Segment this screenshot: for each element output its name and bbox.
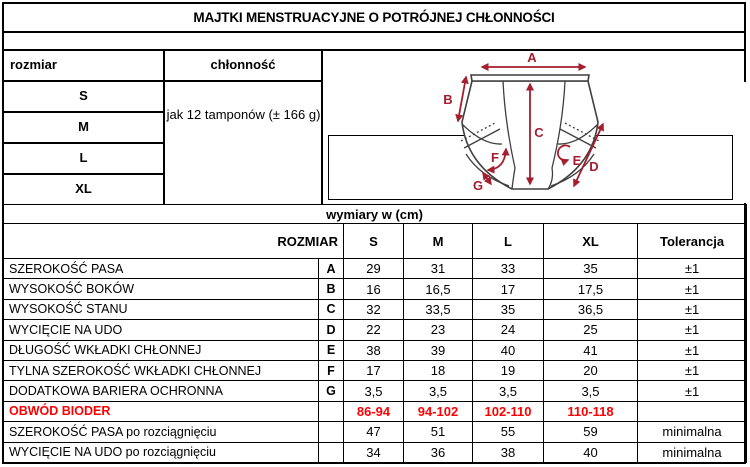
value-m: 16,5	[404, 279, 473, 299]
value-xl: 17,5	[544, 279, 638, 299]
diagram-label-d: D	[589, 159, 599, 174]
value-tolerance: ±1	[638, 340, 747, 360]
value-s: 3,5	[344, 381, 404, 401]
table-row	[3, 381, 747, 401]
row-label: DODATKOWA BARIERA OCHRONNA	[3, 381, 319, 401]
title-bottom-line	[2, 31, 746, 33]
table-row	[3, 442, 747, 462]
value-m: 3,5	[404, 381, 473, 401]
diagram-label-e: E	[572, 153, 582, 168]
col-header-l: L	[473, 224, 544, 259]
value-m: 94-102	[404, 401, 473, 421]
size-m-cell: M	[78, 119, 89, 134]
panty-diagram	[425, 48, 625, 205]
value-tolerance: ±1	[638, 299, 747, 319]
table-row	[3, 422, 747, 442]
absorbency-value: jak 12 tamponów (± 166 g)	[166, 107, 321, 122]
value-m: 39	[404, 340, 473, 360]
value-s: 16	[344, 279, 404, 299]
row-label: SZEROKOŚĆ PASA	[3, 259, 319, 279]
value-tolerance: minimalna	[638, 422, 747, 442]
row-letter: B	[319, 279, 344, 299]
value-s: 29	[344, 259, 404, 279]
value-m: 18	[404, 360, 473, 380]
measurements-table	[2, 204, 746, 463]
value-tolerance: ±1	[638, 320, 747, 340]
value-xl: 59	[544, 422, 638, 442]
row-letter: G	[319, 381, 344, 401]
col-header-rozmiar: ROZMIAR	[3, 224, 344, 259]
value-m: 33,5	[404, 299, 473, 319]
table-row	[3, 299, 747, 319]
diagram-label-f: F	[491, 150, 499, 165]
value-s: 32	[344, 299, 404, 319]
row-letter	[319, 401, 344, 421]
value-m: 36	[404, 442, 473, 462]
value-xl: 36,5	[544, 299, 638, 319]
value-xl: 40	[544, 442, 638, 462]
diagram-label-c: C	[534, 125, 544, 140]
value-xl: 110-118	[544, 401, 638, 421]
col-header-s: S	[344, 224, 404, 259]
table-row	[3, 279, 747, 299]
section-header: wymiary w (cm)	[3, 205, 747, 224]
rozmiar-header: rozmiar	[10, 57, 57, 72]
diagram-label-a: A	[527, 50, 537, 65]
value-tolerance: ±1	[638, 259, 747, 279]
value-l: 17	[473, 279, 544, 299]
value-l: 35	[473, 299, 544, 319]
value-m: 31	[404, 259, 473, 279]
value-xl: 41	[544, 340, 638, 360]
value-l: 24	[473, 320, 544, 340]
value-tolerance	[638, 401, 747, 421]
value-l: 38	[473, 442, 544, 462]
table-row	[3, 259, 747, 279]
col-header-xl: XL	[544, 224, 638, 259]
table-row-highlighted	[3, 401, 747, 421]
value-s: 17	[344, 360, 404, 380]
chlonnosc-header: chłonność	[210, 57, 276, 72]
diagram-label-g: G	[472, 178, 484, 193]
table-row	[3, 320, 747, 340]
row-label: SZEROKOŚĆ PASA po rozciągnięciu	[3, 422, 319, 442]
value-l: 102-110	[473, 401, 544, 421]
row-letter: D	[319, 320, 344, 340]
value-xl: 35	[544, 259, 638, 279]
value-tolerance: ±1	[638, 279, 747, 299]
value-l: 40	[473, 340, 544, 360]
row-letter: C	[319, 299, 344, 319]
value-l: 3,5	[473, 381, 544, 401]
row-letter: F	[319, 360, 344, 380]
row-letter	[319, 442, 344, 462]
row-label: WYSOKOŚĆ STANU	[3, 299, 319, 319]
value-tolerance: minimalna	[638, 442, 747, 462]
value-xl: 3,5	[544, 381, 638, 401]
value-xl: 20	[544, 360, 638, 380]
value-s: 38	[344, 340, 404, 360]
row-label: DŁUGOŚĆ WKŁADKI CHŁONNEJ	[3, 340, 319, 360]
diagram-label-b: B	[443, 92, 453, 107]
row-letter: E	[319, 340, 344, 360]
value-l: 55	[473, 422, 544, 442]
chlonnosc-col-line	[321, 49, 323, 205]
size-l-cell: L	[79, 150, 88, 165]
value-m: 51	[404, 422, 473, 442]
row-label: WYSOKOŚĆ BOKÓW	[3, 279, 319, 299]
row-label: WYCIĘCIE NA UDO po rozciągnięciu	[3, 442, 319, 462]
value-s: 34	[344, 442, 404, 462]
row-letter: A	[319, 259, 344, 279]
col-header-tolerancja: Tolerancja	[638, 224, 747, 259]
value-tolerance: ±1	[638, 360, 747, 380]
row-label: OBWÓD BIODER	[3, 401, 319, 421]
value-l: 19	[473, 360, 544, 380]
value-s: 22	[344, 320, 404, 340]
row-label: WYCIĘCIE NA UDO	[3, 320, 319, 340]
border-gap	[744, 82, 749, 203]
page-title: MAJTKI MENSTRUACYJNE O POTRÓJNEJ CHŁONNOŚCI	[193, 10, 555, 25]
value-tolerance: ±1	[638, 381, 747, 401]
value-m: 23	[404, 320, 473, 340]
value-s: 47	[344, 422, 404, 442]
value-xl: 25	[544, 320, 638, 340]
table-row	[3, 360, 747, 380]
row-label: TYLNA SZEROKOŚĆ WKŁADKI CHŁONNEJ	[3, 360, 319, 380]
size-s-cell: S	[79, 88, 88, 103]
size-xl-cell: XL	[75, 181, 92, 196]
row-letter	[319, 422, 344, 442]
value-l: 33	[473, 259, 544, 279]
value-s: 86-94	[344, 401, 404, 421]
table-row	[3, 340, 747, 360]
col-header-m: M	[404, 224, 473, 259]
